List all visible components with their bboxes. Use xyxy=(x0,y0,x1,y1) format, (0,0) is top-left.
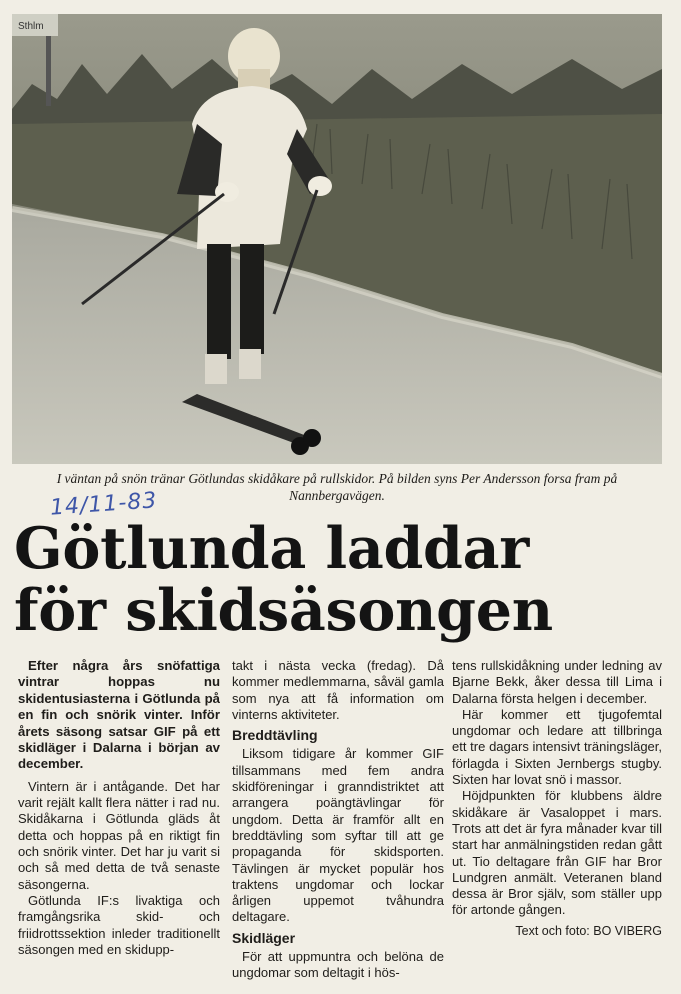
subheading-breddtavling: Breddtävling xyxy=(232,727,318,744)
article-ingress: Efter några års snöfattiga vintrar hoppas nu skidentusiasterna i Götlunda på en fin och snörik vinter. Inför årets säsong satsar GIF på ett skidläger i Dalarna i början av december. xyxy=(18,658,220,772)
article-byline: Text och foto: BO VIBERG xyxy=(515,923,662,938)
article-photo xyxy=(12,14,662,464)
photo-rollerskier-illustration xyxy=(12,14,662,464)
col1-paragraph-2: Götlunda IF:s livaktiga och framgångsrika skid- och friidrottssektion inleder traditionellt säsongen med en skidupp- xyxy=(18,892,220,957)
subheading-skidlager: Skidläger xyxy=(232,929,296,946)
col3-paragraph-2: Här kommer ett tjugofemtal ungdomar och ledare att tillbringa ett tre dagars intensivt träningsläger, förlagda i Sixten Jernbergs stugby. Sixten har lovat snö i massor. xyxy=(452,706,662,788)
article-column-3 xyxy=(452,658,662,939)
handwritten-date: 14/11-83 xyxy=(49,488,159,521)
col3-paragraph-1: tens rullskidåkning under ledning av Bjarne Bekk, åker dessa till Lima i Dalarna första helgen i december. xyxy=(452,658,662,706)
photo-sign-text: Sthlm xyxy=(18,21,44,32)
col1-paragraph-1: Vintern är i antågande. Det har varit rejält kallt flera nätter i rad nu. Skidåkarna i Götlunda gläds åt detta och hoppas på en riktigt fin och snörik vinter. Det har ju varit si och så med detta de två senaste säsongerna. xyxy=(18,778,220,892)
col2-paragraph-1: takt i nästa vecka (fredag). Då kommer medlemmarna, såväl gamla som nya att få information om vinterns aktiviteter. xyxy=(232,658,444,722)
col2-paragraph-3: För att uppmuntra och belöna de ungdomar som deltagit i hös- xyxy=(232,949,444,981)
headline-line-2: för skidsäsongen xyxy=(14,577,553,644)
headline-line-1: Götlunda laddar xyxy=(14,515,529,582)
article-column-2 xyxy=(232,658,444,982)
photo-caption: I väntan på snön tränar Götlundas skidåkare på rullskidor. På bilden syns Per Andersson forsa fram på Nannbergavägen. xyxy=(56,471,618,503)
col2-paragraph-2: Liksom tidigare år kommer GIF tillsammans med fem andra skidföreningar i granndistriktet att arrangera poängtävlingar för ungdom. Detta är framför allt en breddtävling som syftar till att ge propaganda för skidsporten. Tävlingen är mycket populär hos traktens ungdomar och lockar årligen uppemot tvåhundra deltagare. xyxy=(232,746,444,925)
article-column-1 xyxy=(18,658,220,958)
col3-paragraph-3: Höjdpunkten för klubbens äldre skidåkare är Vasaloppet i mars. Trots att det är fyra månader kvar till start har anmälningstiden redan gått ut. Tio deltagare från GIF har Bror Lundgren anmält. Veteranen bland dessa är Bror själv, som ställer upp för artonde gången. xyxy=(452,788,662,918)
article-headline xyxy=(14,515,674,644)
